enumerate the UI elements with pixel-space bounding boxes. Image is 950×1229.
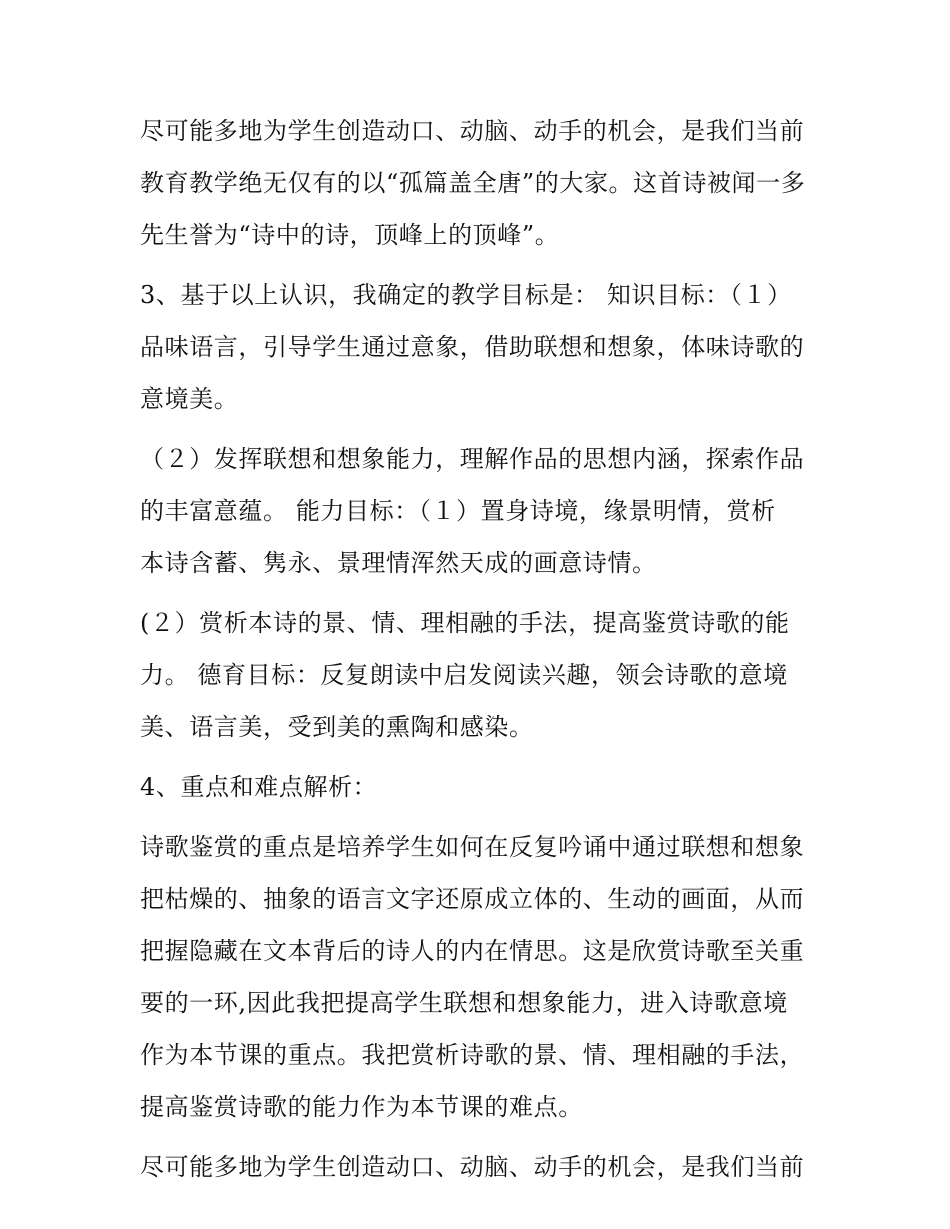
text-line: 品味语言，引导学生通过意象，借助联想和想象，体味诗歌的 (140, 333, 805, 361)
text-line: 3、基于以上认识，我确定的教学目标是： 知识目标：（１） (140, 281, 792, 309)
text-line: 作为本节课的重点。我把赏析诗歌的景、情、理相融的手法， (140, 1041, 805, 1069)
text-line: 意境美。 (140, 385, 239, 413)
text-line: (２）赏析本诗的景、情、理相融的手法，提高鉴赏诗歌的能 (140, 609, 790, 637)
text-line: 尽可能多地为学生创造动口、动脑、动手的机会，是我们当前 (140, 117, 805, 145)
text-line: 的丰富意蕴。 能力目标：（１）置身诗境，缘景明情，赏析 (140, 497, 776, 525)
text-line: 把握隐藏在文本背后的诗人的内在情思。这是欣赏诗歌至关重 (140, 937, 805, 965)
text-line: 力。 德育目标：反复朗读中启发阅读兴趣，领会诗歌的意境 (140, 661, 788, 689)
text-line: 教育教学绝无仅有的以“孤篇盖全唐”的大家。这首诗被闻一多 (140, 169, 806, 197)
text-line: 诗歌鉴赏的重点是培养学生如何在反复吟诵中通过联想和想象 (140, 833, 805, 861)
text-line: 先生誉为“诗中的诗，顶峰上的顶峰”。 (140, 221, 560, 249)
text-line: （２）发挥联想和想象能力，理解作品的思想内涵，探索作品 (140, 445, 805, 473)
text-line: 把枯燥的、抽象的语言文字还原成立体的、生动的画面，从而 (140, 885, 805, 913)
text-line: 要的一环,因此我把提高学生联想和想象能力，进入诗歌意境 (140, 989, 788, 1017)
section-heading: 4、重点和难点解析： (140, 773, 378, 801)
document-body (140, 105, 820, 1193)
text-line: 提高鉴赏诗歌的能力作为本节课的难点。 (140, 1093, 583, 1121)
text-line: 美、语言美，受到美的熏陶和感染。 (140, 713, 534, 741)
text-line: 尽可能多地为学生创造动口、动脑、动手的机会，是我们当前 (140, 1153, 805, 1181)
text-line: 本诗含蓄、隽永、景理情浑然天成的画意诗情。 (140, 549, 657, 577)
